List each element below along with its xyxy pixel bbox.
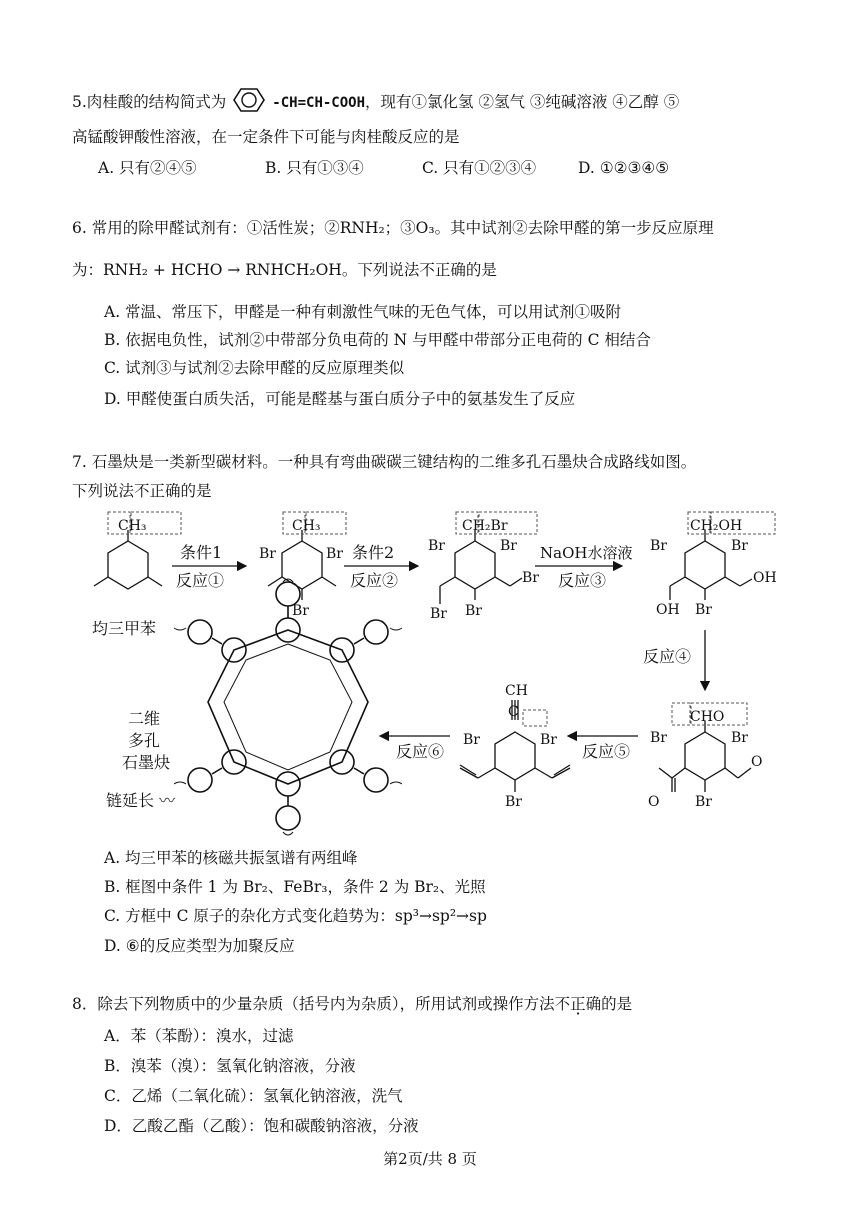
p5-ch: CH [505,683,528,699]
q6-option-a: A. 常温、常压下，甲醛是一种有刺激性气味的无色气体，可以用试剂①吸附 [104,303,622,321]
q6-line2-suffix: 。下列说法不正确的是 [341,261,497,279]
page-footer: 第2页/共 8 页 [383,1150,477,1168]
q7-option-a: A. 均三甲苯的核磁共振氢谱有两组峰 [104,849,358,867]
q7-line2: 下列说法不正确的是 [72,482,212,500]
q8-line1-b: 的是 [601,995,633,1013]
p4-cho: CHO [690,709,725,725]
p4-br-right: Br [731,730,748,746]
p4-br-bottom: Br [695,794,712,810]
p3-br-bottom: Br [695,602,712,618]
q8-option-c: C．乙烯（二氧化硫）：氢氧化钠溶液，洗气 [104,1087,403,1105]
react5-label: 反应⑤ [582,742,631,761]
react4-label: 反应④ [643,647,692,666]
product-label-3: 石墨炔 [122,753,171,772]
react6-label: 反应⑥ [396,742,445,761]
q5-rest: ，现有①氯化氢 ②氢气 ③纯碱溶液 ④乙醇 ⑤ [365,93,680,111]
q6-line2-prefix: 为： [72,261,104,279]
chain-extension-label: 链延长 〰 [106,791,176,810]
graphdiyne-network-icon [174,579,402,835]
q6-equation: RNH₂ + HCHO → RNHCH₂OH [103,261,342,279]
p2-br-left: Br [428,538,445,554]
p2-br-ch2-left: Br [430,606,447,622]
p2-br-bottom: Br [465,603,482,619]
p1-br-bottom: Br [292,603,309,619]
p2-ch2br: CH₂Br [462,518,508,534]
q6-option-c: C. 试剂③与试剂②去除甲醛的反应原理类似 [104,359,405,377]
cond1-label: 条件1 [180,543,223,562]
q5-option-b: B. 只有①③④ [265,159,364,177]
p2-br-ch2-right: Br [522,570,539,586]
q8-line1 [72,993,632,1015]
q8-line1-a: 8．除去下列物质中的少量杂质（括号内为杂质），所用试剂或操作方法 [72,995,555,1013]
graphdiyne-synthesis-scheme [0,500,860,845]
p5-br-bottom: Br [505,794,522,810]
p1-br-right: Br [326,546,343,562]
p3-ch2oh: CH₂OH [690,518,743,534]
q5-option-c: C. 只有①②③④ [422,159,537,177]
react3-label: 反应③ [558,571,607,590]
mesitylene-name: 均三甲苯 [92,619,157,638]
q8-emphasis: 不正确 [554,995,602,1013]
p4-o-left: O [648,794,660,810]
benzene-ring-icon [226,87,272,119]
p1-ch3: CH₃ [292,518,321,534]
q7-option-b: B. 框图中条件 1 为 Br₂、FeBr₃，条件 2 为 Br₂、光照 [104,878,486,896]
p5-br-left: Br [463,732,480,748]
q5-option-d: D. ①②③④⑤ [578,159,670,177]
product-label-1: 二维 [128,709,161,728]
q7-line1: 7. 石墨炔是一类新型碳材料。一种具有弯曲碳碳三键结构的二维多孔石墨炔合成路线如图。 [72,453,697,471]
react1-label: 反应① [176,571,225,590]
q5-line1 [72,87,679,119]
mesitylene-ch3: CH₃ [118,518,147,534]
p3-oh-right: OH [753,570,777,586]
p3-oh-left: OH [656,602,680,618]
cond3-label: NaOH水溶液 [540,544,633,562]
q5-option-a: A. 只有②④⑤ [98,159,197,177]
p1-br-left: Br [259,546,276,562]
p2-br-right: Br [500,538,517,554]
p3-br-left: Br [650,538,667,554]
q7-option-d: D. ⑥的反应类型为加聚反应 [104,937,295,955]
q5-formula-tail: -CH=CH-COOH [272,95,366,111]
q7-option-c: C. 方框中 C 原子的杂化方式变化趋势为：sp³→sp²→sp [104,907,487,925]
q8-option-d: D．乙酸乙酯（乙酸）：饱和碳酸钠溶液，分液 [104,1117,419,1135]
q6-option-d: D. 甲醛使蛋白质失活，可能是醛基与蛋白质分子中的氨基发生了反应 [104,390,576,408]
product-label-2: 多孔 [128,731,161,750]
q6-line2 [72,259,497,281]
react2-label: 反应② [350,571,399,590]
cond2-label: 条件2 [352,543,395,562]
q8-option-a: A．苯（苯酚）：溴水，过滤 [104,1027,294,1045]
p5-c: C [508,704,519,720]
p4-br-left: Br [650,730,667,746]
q6-option-b: B. 依据电负性，试剂②中带部分负电荷的 N 与甲醛中带部分正电荷的 C 相结合 [104,331,651,349]
q5-line2: 高锰酸钾酸性溶液，在一定条件下可能与肉桂酸反应的是 [72,128,460,146]
p3-br-right: Br [731,538,748,554]
q8-option-b: B．溴苯（溴）：氢氧化钠溶液，分液 [104,1057,356,1075]
p5-br-right: Br [540,732,557,748]
q5-intro: 5.肉桂酸的结构简式为 [72,93,227,111]
q6-line1: 6. 常用的除甲醛试剂有：①活性炭；②RNH₂；③O₃。其中试剂②去除甲醛的第一步反应原理 [72,219,714,237]
p4-o-right: O [751,754,763,770]
